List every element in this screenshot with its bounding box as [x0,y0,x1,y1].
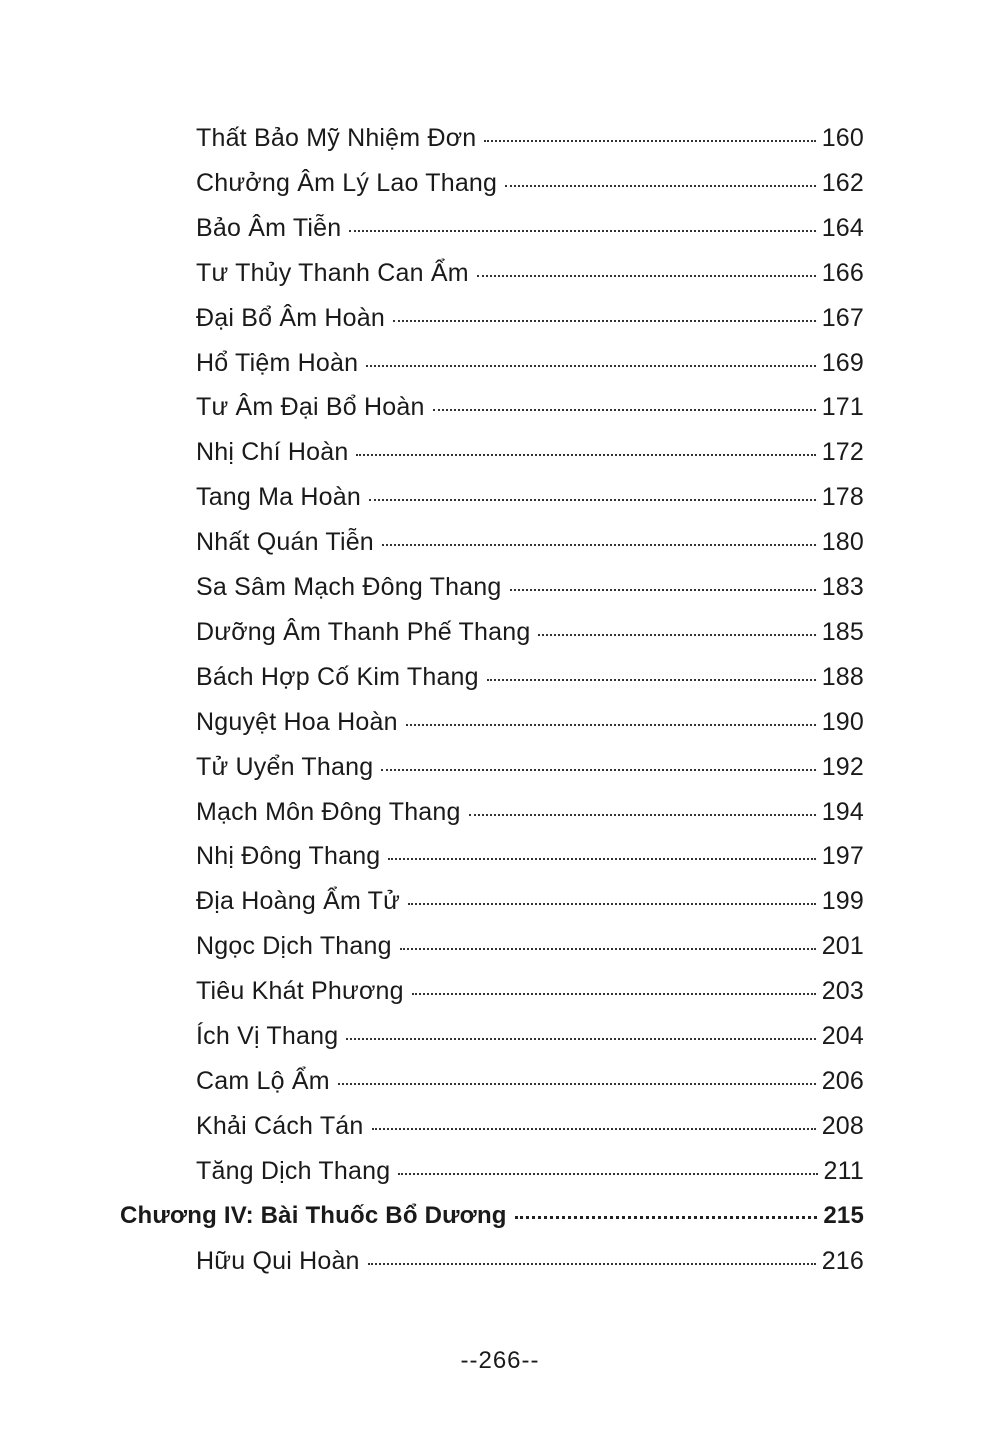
toc-entry-title: Tiêu Khát Phương [196,977,404,1006]
toc-dot-leader [356,454,815,456]
toc-entry-page: 169 [821,348,864,377]
toc-entry-title: Thất Bảo Mỹ Nhiệm Đơn [196,124,477,152]
toc-entry [196,528,864,568]
toc-entry-title: Tang Ma Hoàn [196,483,361,512]
toc-entry-title: Tử Uyển Thang [196,752,374,781]
toc-entry-page: 172 [821,438,864,467]
toc-dot-leader [505,185,816,187]
toc-entry [196,887,864,927]
toc-entry-title: Ích Vị Thang [196,1022,339,1050]
toc-entry-page: 190 [821,707,864,736]
toc-dot-leader [433,409,816,411]
toc-entry-title: Bách Hợp Cố Kim Thang [196,662,479,691]
toc-entry-title: Cam Lộ Ẩm [196,1066,330,1095]
toc-dot-leader [412,993,816,995]
toc-entry-page: 166 [821,258,864,287]
toc-entry-page: 164 [821,213,864,242]
toc-entry-title: Hổ Tiệm Hoàn [196,348,359,377]
toc-dot-leader [408,903,816,905]
toc-entry-title: Địa Hoàng Ẩm Tử [196,887,401,916]
toc-dot-leader [349,230,815,232]
toc-entry-page: 194 [821,797,864,826]
toc-entry-page: 167 [821,303,864,332]
toc-dot-leader [515,1216,818,1219]
toc-entry-title: Nguyệt Hoa Hoàn [196,707,398,736]
toc-entry-title: Nhất Quán Tiễn [196,528,374,557]
toc-entry-title: Nhị Chí Hoàn [196,438,349,467]
toc-dot-leader [346,1038,815,1040]
toc-entry-page: 201 [821,932,864,961]
toc-entry-title: Tăng Dịch Thang [196,1156,391,1185]
toc-entry-page: 178 [821,483,864,512]
toc-dot-leader [393,320,816,322]
toc-entry [196,663,864,703]
toc-entry-title: Chương IV: Bài Thuốc Bổ Dương [120,1201,507,1229]
toc-entry-page: 192 [821,752,864,781]
toc-dot-leader [400,948,816,950]
toc-entry [196,169,864,209]
toc-entry [196,483,864,523]
toc-dot-leader [382,544,816,546]
toc-entry-page: 171 [821,393,864,422]
toc-entry [196,1157,864,1197]
toc-entry-page: 162 [821,168,864,197]
toc-entry-page: 197 [821,842,864,871]
toc-entry [196,977,864,1017]
toc-entry-title: Đại Bổ Âm Hoàn [196,303,385,332]
toc-entry-title: Mạch Môn Đông Thang [196,797,461,826]
toc-entry-page: 216 [821,1246,864,1275]
toc-dot-leader [388,858,815,860]
toc-entry-page: 208 [821,1111,864,1140]
toc-entry [196,1067,864,1107]
toc-entry [196,393,864,433]
toc-dot-leader [469,814,816,816]
toc-dot-leader [538,634,815,636]
toc-entry [196,842,864,882]
toc-entry-title: Ngọc Dịch Thang [196,932,392,961]
toc-entry-page: 204 [821,1022,864,1050]
toc-entry [196,798,864,838]
toc-entry-title: Hữu Qui Hoàn [196,1246,360,1275]
toc-entry-title: Nhị Đông Thang [196,842,381,871]
toc-entry [196,753,864,793]
toc-entry [196,304,864,344]
toc-dot-leader [484,140,815,142]
toc-entry-title: Dưỡng Âm Thanh Phế Thang [196,617,531,646]
toc-dot-leader [510,589,816,591]
toc-entry-page: 183 [821,573,864,601]
toc-chapter-entry [120,1202,864,1242]
toc-entry-title: Tư Âm Đại Bổ Hoàn [196,393,425,422]
toc-dot-leader [368,1263,816,1265]
toc-entry-title: Khải Cách Tán [196,1111,364,1140]
toc-entry-page: 160 [821,124,864,152]
toc-entry [196,618,864,658]
toc-entry-page: 180 [821,528,864,557]
toc-entry [196,124,864,164]
toc-entry [196,259,864,299]
toc-entry [196,932,864,972]
toc-entry [196,1112,864,1152]
toc-entry [196,1247,864,1287]
toc-entry-page: 203 [821,977,864,1006]
toc-entry [196,1022,864,1062]
toc-entry-page: 199 [821,887,864,916]
toc-entry-page: 215 [823,1201,864,1229]
toc-entry [196,573,864,613]
toc-dot-leader [369,499,816,501]
toc-entry-page: 211 [823,1156,864,1185]
toc-entry [196,214,864,254]
toc-entry-page: 188 [821,662,864,691]
toc-dot-leader [338,1083,816,1085]
toc-entry-page: 185 [821,617,864,646]
toc-entry [196,438,864,478]
toc-dot-leader [372,1128,816,1130]
toc-entry [196,349,864,389]
toc-entry-page: 206 [821,1066,864,1095]
toc-dot-leader [381,769,815,771]
toc-dot-leader [487,679,816,681]
toc-dot-leader [366,365,815,367]
toc-entry-title: Sa Sâm Mạch Đông Thang [196,573,502,601]
toc-entry [196,708,864,748]
toc-entry-title: Tư Thủy Thanh Can Ẩm [196,258,469,287]
page-number: --266-- [460,1347,540,1374]
toc-dot-leader [398,1173,817,1175]
toc-dot-leader [406,724,816,726]
toc-entry-title: Chưởng Âm Lý Lao Thang [196,168,498,197]
toc-entry-title: Bảo Âm Tiễn [196,213,342,242]
toc-dot-leader [477,275,816,277]
